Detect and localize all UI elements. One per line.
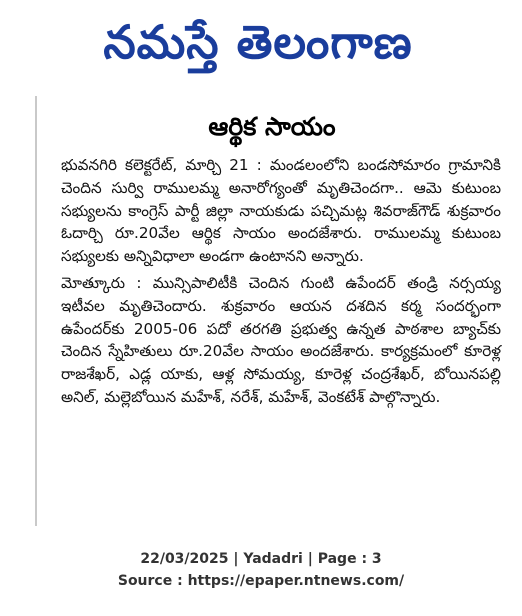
article [35,96,507,526]
article-paragraph-1: భువనగిరి కలెక్టరేట్, మార్చి 21 : మండలంలోని బండసోమారం గ్రామానికి చెందిన సుర్వి రాములమ్మ అనారోగ్యంతో మృతిచెందగా.. ఆమె కుటుంబ సభ్యులను కాంగ్రెస్ పార్టీ జిల్లా నాయకుడు పచ్చిమట్ల శివరాజ్‌గౌడ్ శుక్రవారం ఓదార్చి రూ.20వేల ఆర్థిక సాయం అందజేశారు. రాములమ్మ కుటుంబ సభ్యులకు అన్నివిధాలా అండగా ఉంటానని అన్నారు. [61,156,501,266]
clipping-page [8,4,512,604]
source-footer [0,548,522,592]
newspaper-masthead [58,6,458,78]
article-body [61,154,501,413]
article-headline: ఆర్థిక సాయం [208,112,336,141]
article-paragraph-2: మోత్కూరు : మున్సిపాలిటీకి చెందిన గుంటి ఉపేందర్ తండ్రి నర్సయ్య ఇటీవల మృతిచెందారు. శుక్రవారం ఆయన దశదిన కర్మ సందర్భంగా ఉపేందర్‌కు 2005-06 పదో తరగతి ప్రభుత్వ ఉన్నత పాఠశాల బ్యాచ్‌కు చెందిన స్నేహితులు రూ.20వేల సాయం అందజేశారు. కార్యక్రమంలో కూరెళ్ల రాజశేఖర్, ఎడ్ల యాకు, ఆళ్ల సోమయ్య, కూరెళ్ల చంద్రశేఖర్, బోయినపల్లి అనిల్, మల్లెబోయిన మహేశ్, నరేశ్, మహేశ్, వెంకటేశ్ పాల్గొన్నారు. [61,273,501,406]
footer-source-link[interactable]: Source : https://epaper.ntnews.com/ [117,573,405,589]
masthead-title: నమస్తే తెలంగాణ [103,15,413,69]
footer-date-edition: 22/03/2025 | Yadadri | Page : 3 [140,551,382,567]
